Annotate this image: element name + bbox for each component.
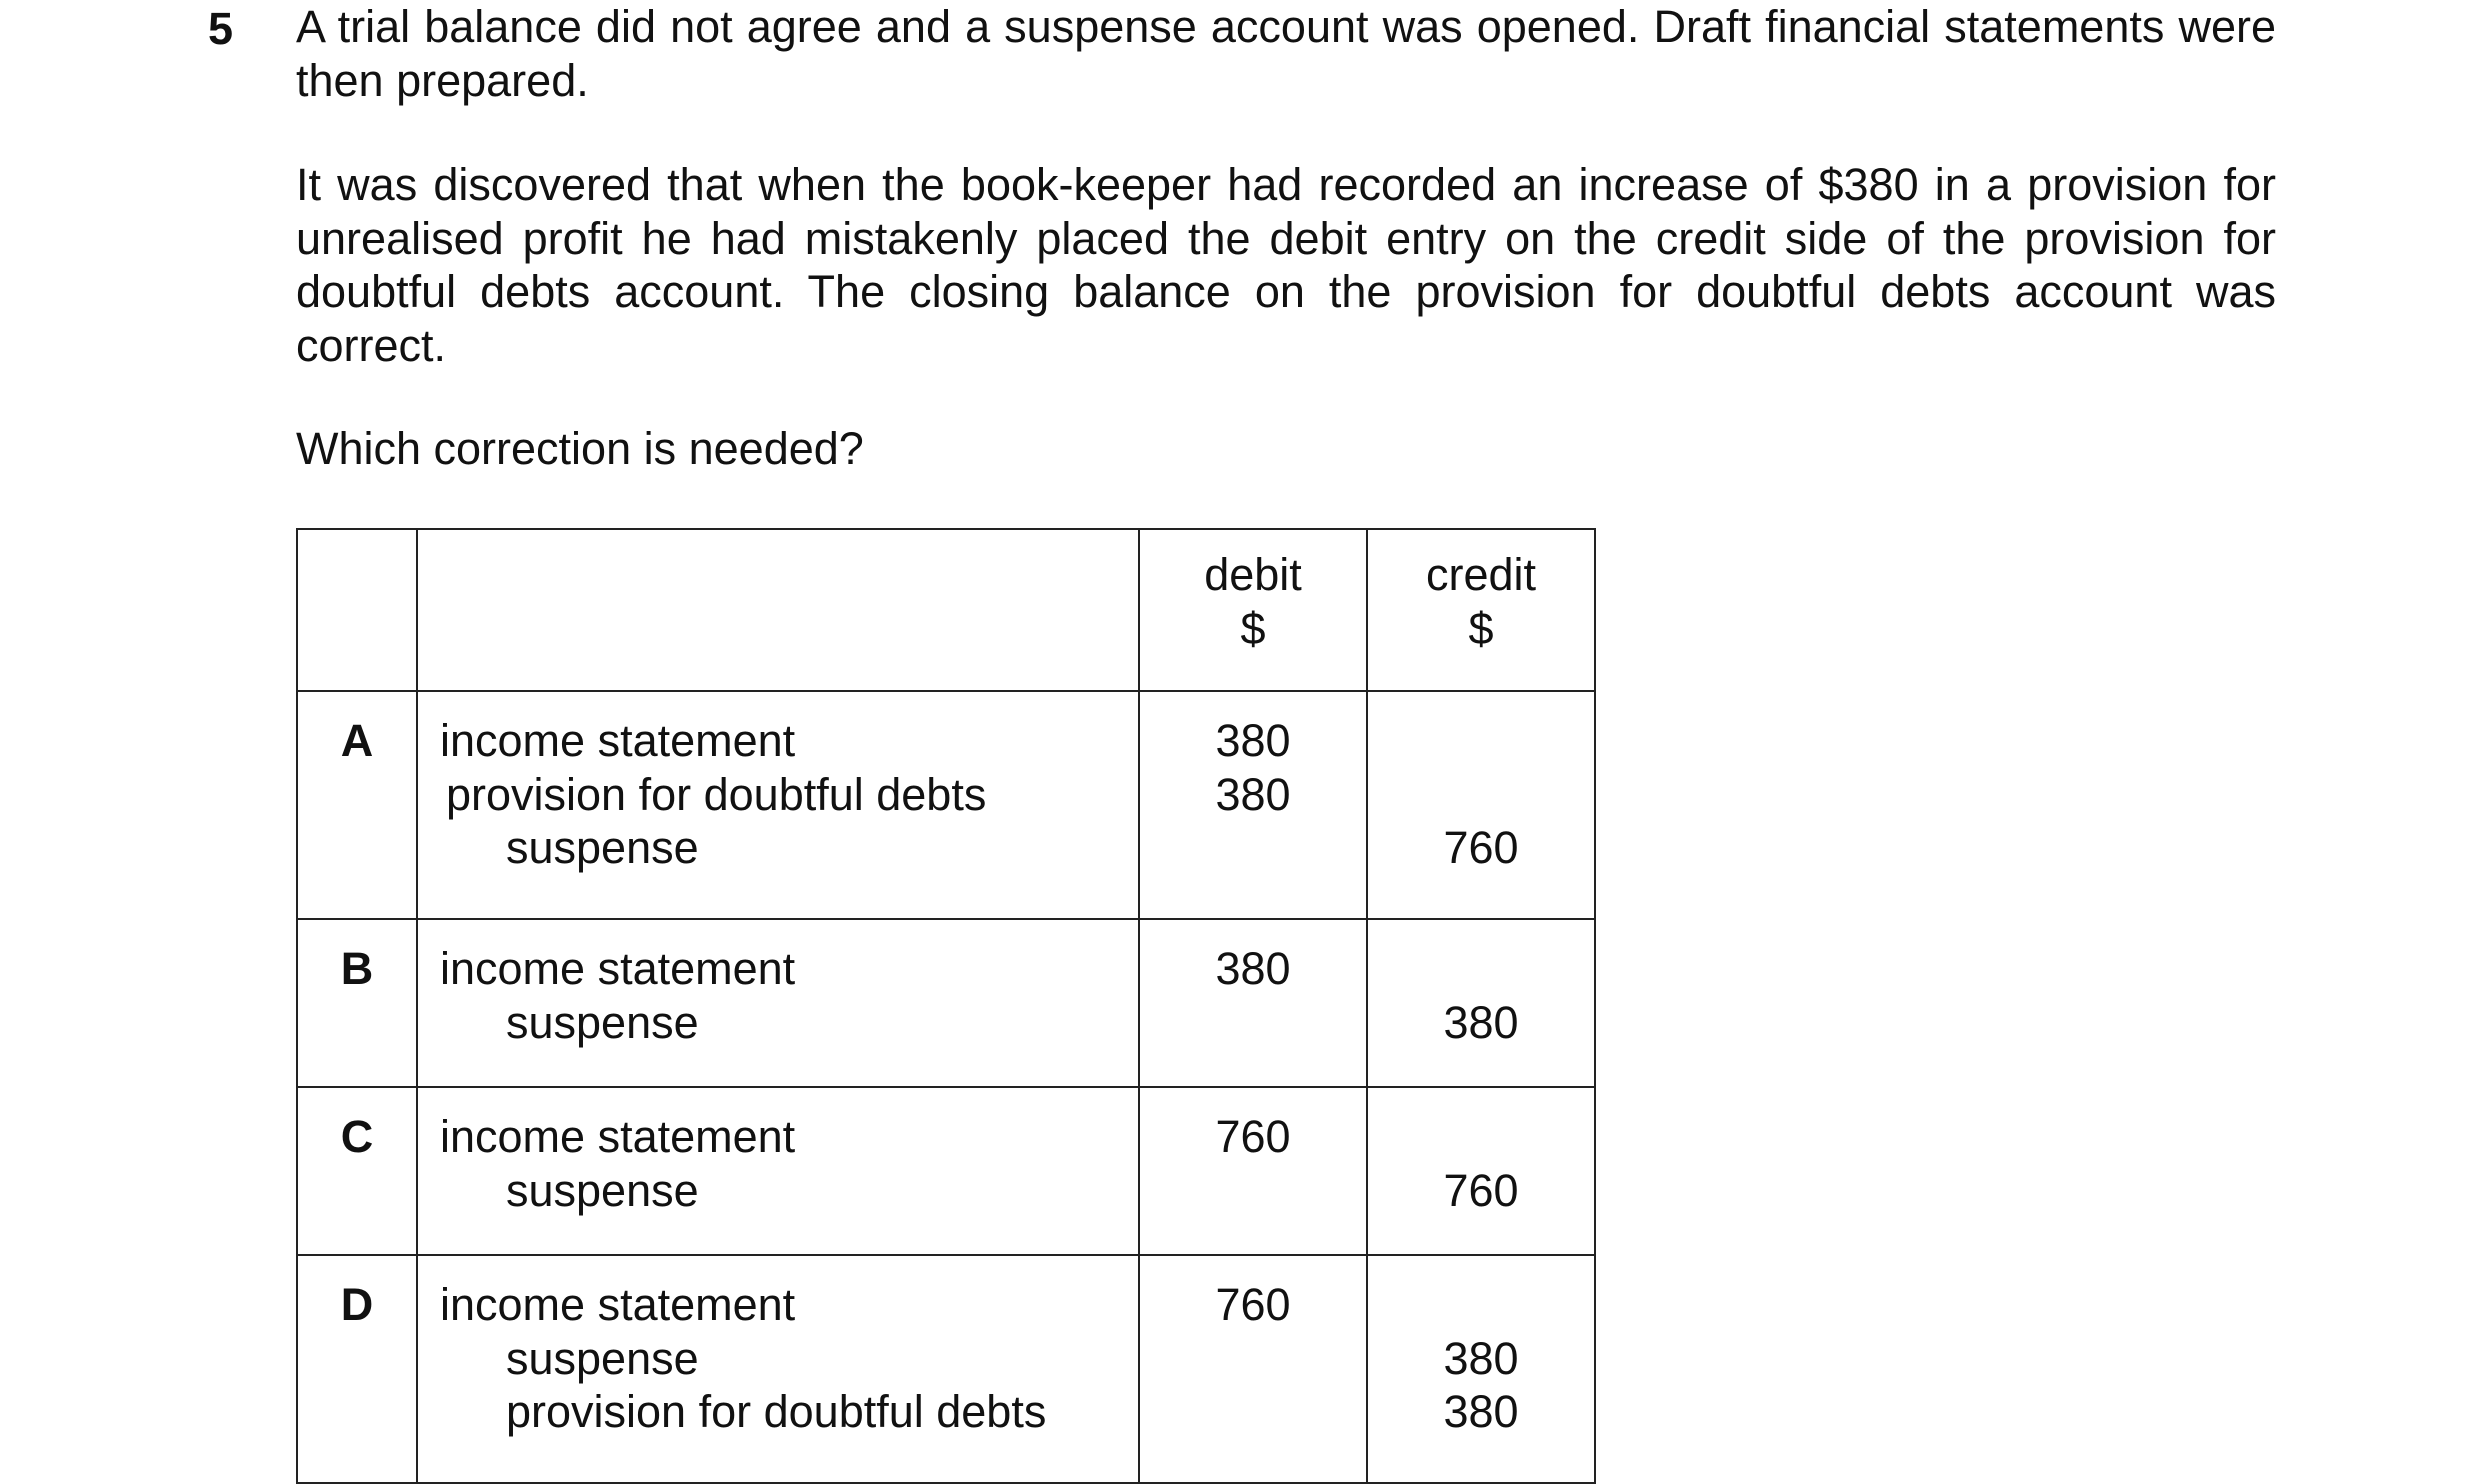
debit-amount xyxy=(1140,1164,1366,1218)
option-credits xyxy=(1367,919,1595,1087)
option-credits xyxy=(1367,1255,1595,1483)
debit-amount: 380 xyxy=(1215,943,1291,994)
account-line: income statement xyxy=(440,1111,796,1162)
option-accounts xyxy=(417,919,1139,1087)
header-debit-cell xyxy=(1139,529,1367,691)
account-line: income statement xyxy=(440,715,796,766)
header-credit-unit: $ xyxy=(1468,602,1494,654)
option-debits xyxy=(1139,691,1367,919)
option-debits xyxy=(1139,1255,1367,1483)
debit-amount xyxy=(1140,996,1366,1050)
option-letter: C xyxy=(297,1087,417,1255)
question-context: A trial balance did not agree and a suspense account was opened. Draft financial statements were then prepared. xyxy=(296,1,2276,106)
credit-amount: 380 xyxy=(1443,996,1519,1048)
option-letter: D xyxy=(297,1255,417,1483)
debit-amount: 380 xyxy=(1215,768,1291,820)
option-credits xyxy=(1367,1087,1595,1255)
option-accounts xyxy=(417,1087,1139,1255)
option-letter: A xyxy=(297,691,417,919)
header-debit-label: debit xyxy=(1204,549,1302,600)
header-credit-cell xyxy=(1367,529,1595,691)
account-line: provision for doubtful debts xyxy=(446,768,987,820)
credit-amount xyxy=(1368,768,1594,822)
credit-amount xyxy=(1368,714,1594,768)
option-accounts xyxy=(417,1255,1139,1483)
option-accounts xyxy=(417,691,1139,919)
option-row-a[interactable] xyxy=(297,691,1595,919)
credit-amount xyxy=(1368,1110,1594,1164)
option-debits xyxy=(1139,919,1367,1087)
option-row-c[interactable] xyxy=(297,1087,1595,1255)
header-credit-label: credit xyxy=(1425,549,1537,600)
credit-amount: 760 xyxy=(1443,822,1519,873)
question-details: It was discovered that when the book-keeper had recorded an increase of $380 in a provision for unrealised profit he had mistakenly placed the debit entry on the credit side of the provision for doubtful debts account. The closing balance on the provision for doubtful debts account was correct. xyxy=(296,159,2276,371)
debit-amount xyxy=(1140,1385,1366,1439)
debit-amount xyxy=(1140,821,1366,875)
answer-options-table xyxy=(296,528,1596,1484)
question-prompt: Which correction is needed? xyxy=(296,423,864,474)
credit-amount: 380 xyxy=(1443,1386,1519,1437)
credit-amount xyxy=(1368,1278,1594,1332)
option-row-d[interactable] xyxy=(297,1255,1595,1483)
account-line: suspense xyxy=(506,1332,699,1384)
account-line: income statement xyxy=(440,1279,796,1330)
option-row-b[interactable] xyxy=(297,919,1595,1087)
debit-amount xyxy=(1140,1332,1366,1386)
option-credits xyxy=(1367,691,1595,919)
account-line: provision for doubtful debts xyxy=(506,1386,1047,1437)
debit-amount: 380 xyxy=(1215,715,1291,766)
credit-amount: 760 xyxy=(1443,1164,1519,1216)
header-letter-cell xyxy=(297,529,417,691)
credit-amount: 380 xyxy=(1443,1332,1519,1384)
table-header-row xyxy=(297,529,1595,691)
debit-amount: 760 xyxy=(1215,1111,1291,1162)
option-letter: B xyxy=(297,919,417,1087)
credit-amount xyxy=(1368,942,1594,996)
option-debits xyxy=(1139,1087,1367,1255)
header-debit-unit: $ xyxy=(1240,602,1266,654)
account-line: suspense xyxy=(506,1164,699,1216)
account-line: suspense xyxy=(506,996,699,1048)
header-account-cell xyxy=(417,529,1139,691)
account-line: suspense xyxy=(506,822,699,873)
account-line: income statement xyxy=(440,943,796,994)
debit-amount: 760 xyxy=(1215,1279,1291,1330)
question-number: 5 xyxy=(208,3,234,54)
